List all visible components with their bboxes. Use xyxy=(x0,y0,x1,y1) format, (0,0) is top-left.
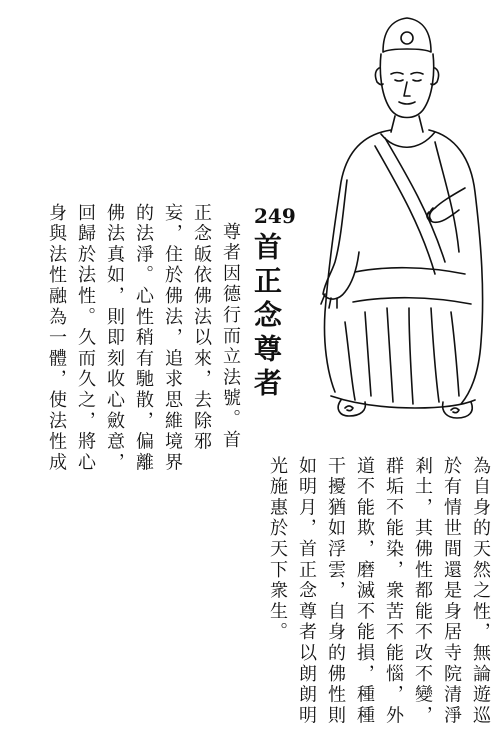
intro-column-6: 回歸於法性。久而久之，將心 xyxy=(75,203,96,474)
figure-eyebrows xyxy=(391,73,423,75)
figure-neck xyxy=(391,116,423,132)
figure-lap xyxy=(353,268,471,304)
continuation-column-2: 於有情世間還是身居寺院清淨 xyxy=(441,456,462,727)
figure-left-shoe-swirl xyxy=(345,406,353,411)
figure-right-fingers xyxy=(427,208,433,220)
intro-column-4: 的法淨。心性稍有馳散，偏離 xyxy=(133,203,154,474)
figure-nose xyxy=(404,82,410,96)
continuation-column-5: 道不能欺，磨滅不能損，種種 xyxy=(354,456,375,727)
continuation-column-7: 如明月，首正念尊者以朗朗明 xyxy=(296,456,317,727)
continuation-column-1: 為自身的天然之性，無論遊巡 xyxy=(470,456,491,727)
continuation-column-6: 干擾猶如浮雲，自身的佛性則 xyxy=(325,456,346,727)
figure-robe-hem xyxy=(331,396,475,408)
entry-number: 249 xyxy=(254,204,296,228)
figure-left-fingers xyxy=(321,294,337,308)
figure-eyes xyxy=(395,80,421,81)
intro-column-3: 妄，住於佛法，追求思維境界 xyxy=(162,203,183,474)
figure-cap xyxy=(383,18,431,52)
intro-column-7: 身與法性融為一體，使法性成 xyxy=(46,203,67,474)
intro-column-2: 正念皈依佛法以來，去除邪 xyxy=(191,203,212,453)
figure-right-arm xyxy=(429,188,465,222)
continuation-column-4: 群垢不能染，衆苦不能惱，外 xyxy=(383,456,404,727)
continuation-column-3: 剎土，其佛性都能不改不變， xyxy=(412,456,433,727)
figure-robe-folds xyxy=(345,308,459,404)
intro-column-1: 尊者因德行而立法號。首 xyxy=(220,222,241,451)
intro-column-5: 佛法真如，則即刻收心斂意， xyxy=(104,203,125,474)
figure-right-shoe-swirl xyxy=(451,408,459,413)
entry-title: 首正念尊者 xyxy=(250,232,283,402)
continuation-column-8: 光施惠於天下衆生。 xyxy=(267,456,288,644)
figure-robe-sash xyxy=(375,138,459,274)
figure-cap-ornament xyxy=(401,32,413,44)
figure-mouth xyxy=(399,102,415,104)
arhat-figure-illustration xyxy=(295,12,495,422)
